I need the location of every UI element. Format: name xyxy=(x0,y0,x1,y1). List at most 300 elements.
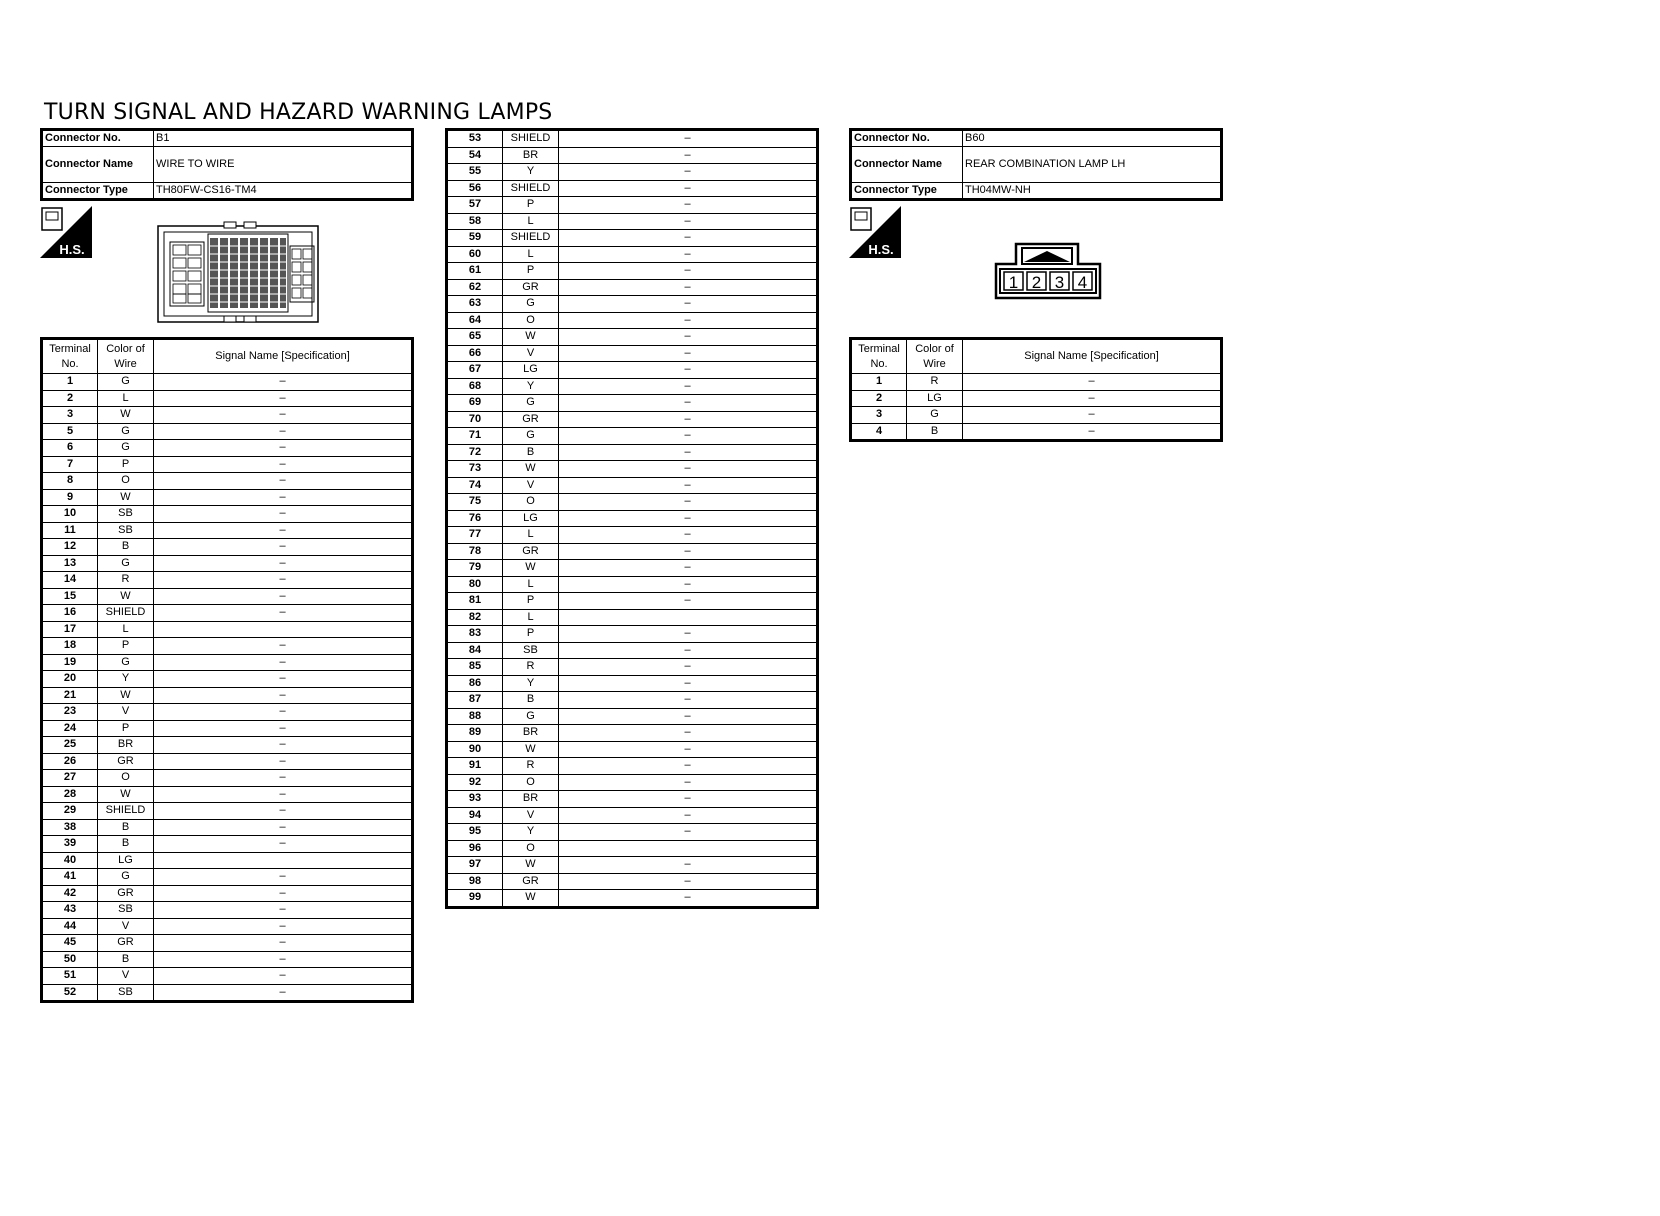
signal-name-cell: – xyxy=(559,362,818,379)
signal-name-cell: – xyxy=(559,312,818,329)
signal-name-cell: – xyxy=(559,692,818,709)
table-row xyxy=(42,390,413,407)
terminal-no-cell: 83 xyxy=(447,626,503,643)
wire-color-cell: O xyxy=(503,774,559,791)
table-row xyxy=(447,890,818,908)
terminal-no-cell: 84 xyxy=(447,642,503,659)
terminal-no-cell: 2 xyxy=(851,390,907,407)
terminal-no-cell: 18 xyxy=(42,638,98,655)
wire-color-cell: BR xyxy=(98,737,154,754)
wire-color-cell: W xyxy=(503,560,559,577)
wire-color-cell: W xyxy=(98,687,154,704)
table-row xyxy=(447,246,818,263)
signal-name-cell: – xyxy=(559,395,818,412)
wire-color-cell: L xyxy=(503,213,559,230)
table-row xyxy=(42,836,413,853)
wire-color-cell: B xyxy=(907,423,963,441)
signal-name-cell: – xyxy=(559,527,818,544)
terminal-no-cell: 59 xyxy=(447,230,503,247)
wire-color-cell: BR xyxy=(503,147,559,164)
wire-color-cell: BR xyxy=(503,725,559,742)
terminal-no-cell: 81 xyxy=(447,593,503,610)
signal-name-cell: – xyxy=(559,279,818,296)
wire-color-cell: L xyxy=(503,527,559,544)
table-row xyxy=(447,510,818,527)
connector-no-label: Connector No. xyxy=(851,130,963,147)
terminal-no-cell: 1 xyxy=(851,374,907,391)
terminal-no-cell: 29 xyxy=(42,803,98,820)
wire-color-cell: G xyxy=(98,423,154,440)
b1-connector-face-icon xyxy=(156,220,320,324)
table-row xyxy=(42,489,413,506)
b1-pin-table-right xyxy=(445,128,819,909)
terminal-no-cell: 75 xyxy=(447,494,503,511)
terminal-no-cell: 88 xyxy=(447,708,503,725)
wire-color-cell: R xyxy=(907,374,963,391)
table-row xyxy=(447,477,818,494)
terminal-no-cell: 27 xyxy=(42,770,98,787)
terminal-no-cell: 43 xyxy=(42,902,98,919)
page-title: TURN SIGNAL AND HAZARD WARNING LAMPS xyxy=(44,100,553,125)
signal-name-cell: – xyxy=(559,296,818,313)
terminal-no-cell: 51 xyxy=(42,968,98,985)
terminal-no-cell: 60 xyxy=(447,246,503,263)
signal-name-cell: – xyxy=(559,791,818,808)
table-row xyxy=(42,605,413,622)
table-row xyxy=(447,197,818,214)
signal-name-cell: – xyxy=(154,555,413,572)
table-row xyxy=(42,687,413,704)
table-row xyxy=(851,423,1222,441)
wire-color-cell: L xyxy=(98,621,154,638)
table-row xyxy=(42,720,413,737)
table-row xyxy=(447,263,818,280)
terminal-no-cell: 77 xyxy=(447,527,503,544)
b1-pin-table-left xyxy=(40,337,414,1003)
wire-color-cell: W xyxy=(503,329,559,346)
wire-color-cell: SB xyxy=(98,902,154,919)
harness-side-icon xyxy=(40,206,92,258)
table-row xyxy=(42,968,413,985)
signal-name-cell xyxy=(154,621,413,638)
table-row xyxy=(42,770,413,787)
table-row xyxy=(42,902,413,919)
wire-color-cell: G xyxy=(98,654,154,671)
terminal-no-cell: 25 xyxy=(42,737,98,754)
signal-name-cell: – xyxy=(559,774,818,791)
b60-info-table xyxy=(849,128,1223,201)
signal-name-cell: – xyxy=(963,374,1222,391)
signal-name-cell: – xyxy=(154,803,413,820)
terminal-no-cell: 9 xyxy=(42,489,98,506)
wire-color-cell: SB xyxy=(503,642,559,659)
wire-color-cell: G xyxy=(98,440,154,457)
signal-name-cell: – xyxy=(559,626,818,643)
terminal-no-cell: 11 xyxy=(42,522,98,539)
terminal-no-cell: 21 xyxy=(42,687,98,704)
terminal-no-cell: 82 xyxy=(447,609,503,626)
terminal-no-cell: 53 xyxy=(447,130,503,148)
signal-name-cell: – xyxy=(154,390,413,407)
table-row xyxy=(42,885,413,902)
wire-color-cell: P xyxy=(503,593,559,610)
table-row xyxy=(447,659,818,676)
table-row xyxy=(447,378,818,395)
table-row xyxy=(42,423,413,440)
wire-color-cell: B xyxy=(98,819,154,836)
wire-color-cell: W xyxy=(503,461,559,478)
table-row xyxy=(42,572,413,589)
table-row xyxy=(42,654,413,671)
signal-name-cell: – xyxy=(559,180,818,197)
wire-color-cell: W xyxy=(98,588,154,605)
table-row xyxy=(42,869,413,886)
signal-name-cell: – xyxy=(559,543,818,560)
wire-color-cell: P xyxy=(503,626,559,643)
signal-name-cell: – xyxy=(559,593,818,610)
connector-no-label: Connector No. xyxy=(42,130,154,147)
wire-color-cell: G xyxy=(503,708,559,725)
wire-color-cell: GR xyxy=(503,543,559,560)
table-row xyxy=(851,374,1222,391)
table-row xyxy=(42,984,413,1002)
wire-color-cell: G xyxy=(98,374,154,391)
wire-color-cell: Y xyxy=(98,671,154,688)
wire-color-cell: SB xyxy=(98,522,154,539)
table-row xyxy=(42,852,413,869)
table-row xyxy=(447,807,818,824)
signal-name-cell: – xyxy=(154,951,413,968)
wire-color-cell: W xyxy=(98,489,154,506)
hs-label: H.S. xyxy=(868,242,894,257)
table-row xyxy=(447,642,818,659)
table-row xyxy=(447,840,818,857)
color-of-wire-header: Color of Wire xyxy=(98,339,154,374)
table-row xyxy=(42,522,413,539)
terminal-no-cell: 56 xyxy=(447,180,503,197)
table-row xyxy=(447,345,818,362)
table-row xyxy=(447,675,818,692)
signal-name-cell: – xyxy=(559,807,818,824)
b60-face-num-3: 3 xyxy=(1054,273,1065,292)
wire-color-cell: O xyxy=(503,840,559,857)
color-of-wire-header: Color of Wire xyxy=(907,339,963,374)
wire-color-cell: B xyxy=(503,444,559,461)
connector-type-label: Connector Type xyxy=(851,183,963,200)
connector-name-label: Connector Name xyxy=(851,147,963,183)
wire-color-cell: V xyxy=(98,968,154,985)
wire-color-cell: P xyxy=(503,197,559,214)
terminal-no-cell: 38 xyxy=(42,819,98,836)
signal-name-cell: – xyxy=(154,473,413,490)
wire-color-cell: W xyxy=(503,857,559,874)
terminal-no-cell: 99 xyxy=(447,890,503,908)
wire-color-cell: G xyxy=(503,395,559,412)
signal-name-cell: – xyxy=(154,506,413,523)
connector-type-value: TH80FW-CS16-TM4 xyxy=(154,183,413,200)
terminal-no-cell: 70 xyxy=(447,411,503,428)
signal-name-cell: – xyxy=(559,510,818,527)
b60-connector-face-icon xyxy=(994,242,1102,300)
signal-name-cell: – xyxy=(559,659,818,676)
signal-name-cell: – xyxy=(154,423,413,440)
wire-color-cell: O xyxy=(503,494,559,511)
table-row xyxy=(447,130,818,148)
terminal-no-cell: 16 xyxy=(42,605,98,622)
wire-color-cell: SHIELD xyxy=(503,180,559,197)
wire-color-cell: Y xyxy=(503,164,559,181)
harness-side-icon xyxy=(849,206,901,258)
signal-name-cell: – xyxy=(154,737,413,754)
signal-name-cell: – xyxy=(154,902,413,919)
wire-color-cell: SHIELD xyxy=(503,230,559,247)
wire-color-cell: V xyxy=(503,807,559,824)
wire-color-cell: B xyxy=(503,692,559,709)
signal-name-cell: – xyxy=(154,654,413,671)
terminal-no-cell: 2 xyxy=(42,390,98,407)
table-row xyxy=(42,374,413,391)
table-row xyxy=(447,609,818,626)
terminal-no-cell: 24 xyxy=(42,720,98,737)
signal-name-cell: – xyxy=(154,836,413,853)
terminal-no-cell: 28 xyxy=(42,786,98,803)
terminal-no-header: Terminal No. xyxy=(851,339,907,374)
terminal-no-cell: 73 xyxy=(447,461,503,478)
wire-color-cell: G xyxy=(503,296,559,313)
terminal-no-cell: 87 xyxy=(447,692,503,709)
terminal-no-cell: 8 xyxy=(42,473,98,490)
wire-color-cell: G xyxy=(98,869,154,886)
wire-color-cell: R xyxy=(503,758,559,775)
signal-name-cell: – xyxy=(154,984,413,1002)
signal-name-cell: – xyxy=(559,230,818,247)
signal-name-cell: – xyxy=(559,444,818,461)
connector-name-value: WIRE TO WIRE xyxy=(154,147,413,183)
wire-color-cell: GR xyxy=(503,279,559,296)
terminal-no-cell: 62 xyxy=(447,279,503,296)
signal-name-cell: – xyxy=(154,753,413,770)
table-row xyxy=(42,935,413,952)
table-row xyxy=(42,456,413,473)
terminal-no-cell: 23 xyxy=(42,704,98,721)
signal-name-cell: – xyxy=(154,869,413,886)
signal-name-cell: – xyxy=(559,725,818,742)
wire-color-cell: B xyxy=(98,836,154,853)
table-row xyxy=(447,494,818,511)
terminal-no-cell: 55 xyxy=(447,164,503,181)
signal-name-cell: – xyxy=(559,642,818,659)
table-row xyxy=(447,527,818,544)
table-row xyxy=(42,671,413,688)
wire-color-cell: P xyxy=(503,263,559,280)
table-row xyxy=(447,230,818,247)
wire-color-cell: O xyxy=(98,770,154,787)
terminal-no-cell: 89 xyxy=(447,725,503,742)
wire-color-cell: LG xyxy=(503,362,559,379)
table-row xyxy=(447,873,818,890)
table-row xyxy=(42,407,413,424)
signal-name-cell: – xyxy=(154,374,413,391)
signal-name-cell: – xyxy=(559,461,818,478)
wire-color-cell: V xyxy=(503,477,559,494)
signal-name-cell: – xyxy=(559,197,818,214)
wire-color-cell: SHIELD xyxy=(98,803,154,820)
wire-color-cell: P xyxy=(98,456,154,473)
terminal-no-cell: 79 xyxy=(447,560,503,577)
terminal-no-cell: 42 xyxy=(42,885,98,902)
terminal-no-cell: 66 xyxy=(447,345,503,362)
table-row xyxy=(42,473,413,490)
wire-color-cell: V xyxy=(98,704,154,721)
connector-name-label: Connector Name xyxy=(42,147,154,183)
wire-color-cell: Y xyxy=(503,378,559,395)
signal-name-cell: – xyxy=(559,329,818,346)
terminal-no-cell: 26 xyxy=(42,753,98,770)
signal-name-cell: – xyxy=(559,890,818,908)
terminal-no-cell: 78 xyxy=(447,543,503,560)
wire-color-cell: SHIELD xyxy=(98,605,154,622)
terminal-no-cell: 97 xyxy=(447,857,503,874)
signal-name-header: Signal Name [Specification] xyxy=(963,339,1222,374)
signal-name-cell: – xyxy=(963,407,1222,424)
table-row xyxy=(447,444,818,461)
signal-name-cell xyxy=(559,609,818,626)
table-row xyxy=(447,741,818,758)
terminal-no-cell: 4 xyxy=(851,423,907,441)
terminal-no-cell: 20 xyxy=(42,671,98,688)
wire-color-cell: SB xyxy=(98,984,154,1002)
wire-color-cell: R xyxy=(98,572,154,589)
signal-name-cell: – xyxy=(559,708,818,725)
wire-color-cell: GR xyxy=(98,753,154,770)
signal-name-cell: – xyxy=(559,675,818,692)
terminal-no-cell: 57 xyxy=(447,197,503,214)
terminal-no-cell: 80 xyxy=(447,576,503,593)
signal-name-cell: – xyxy=(963,423,1222,441)
wire-color-cell: V xyxy=(98,918,154,935)
wire-color-cell: Y xyxy=(503,824,559,841)
table-row xyxy=(447,708,818,725)
connector-no-value: B60 xyxy=(963,130,1222,147)
table-row xyxy=(447,824,818,841)
terminal-no-cell: 58 xyxy=(447,213,503,230)
signal-name-cell: – xyxy=(559,857,818,874)
terminal-no-cell: 63 xyxy=(447,296,503,313)
connector-type-label: Connector Type xyxy=(42,183,154,200)
terminal-no-cell: 19 xyxy=(42,654,98,671)
wire-color-cell: L xyxy=(503,609,559,626)
terminal-no-cell: 7 xyxy=(42,456,98,473)
signal-name-cell: – xyxy=(559,428,818,445)
terminal-no-cell: 41 xyxy=(42,869,98,886)
table-row xyxy=(447,576,818,593)
signal-name-cell: – xyxy=(559,378,818,395)
signal-name-cell: – xyxy=(154,770,413,787)
terminal-no-cell: 64 xyxy=(447,312,503,329)
table-row xyxy=(447,461,818,478)
signal-name-cell: – xyxy=(963,390,1222,407)
signal-name-cell: – xyxy=(154,489,413,506)
table-row xyxy=(447,279,818,296)
b60-face-num-4: 4 xyxy=(1077,273,1088,292)
table-row xyxy=(851,390,1222,407)
hs-label: H.S. xyxy=(59,242,85,257)
terminal-no-cell: 76 xyxy=(447,510,503,527)
connector-no-value: B1 xyxy=(154,130,413,147)
wire-color-cell: O xyxy=(503,312,559,329)
wire-color-cell: V xyxy=(503,345,559,362)
wire-color-cell: SB xyxy=(98,506,154,523)
connector-name-value: REAR COMBINATION LAMP LH xyxy=(963,147,1222,183)
terminal-no-cell: 54 xyxy=(447,147,503,164)
b60-pin-table xyxy=(849,337,1223,442)
signal-name-cell: – xyxy=(154,786,413,803)
wire-color-cell: W xyxy=(503,741,559,758)
table-row xyxy=(42,819,413,836)
wire-color-cell: L xyxy=(503,246,559,263)
table-row xyxy=(447,626,818,643)
signal-name-cell: – xyxy=(154,539,413,556)
wire-color-cell: R xyxy=(503,659,559,676)
terminal-no-cell: 45 xyxy=(42,935,98,952)
terminal-no-cell: 68 xyxy=(447,378,503,395)
terminal-no-cell: 93 xyxy=(447,791,503,808)
connector-type-value: TH04MW-NH xyxy=(963,183,1222,200)
signal-name-cell: – xyxy=(154,968,413,985)
signal-name-cell: – xyxy=(154,687,413,704)
table-row xyxy=(42,704,413,721)
table-row xyxy=(42,638,413,655)
wire-color-cell: LG xyxy=(503,510,559,527)
terminal-no-cell: 3 xyxy=(42,407,98,424)
terminal-no-cell: 14 xyxy=(42,572,98,589)
terminal-no-cell: 86 xyxy=(447,675,503,692)
table-row xyxy=(42,918,413,935)
table-row xyxy=(42,951,413,968)
signal-name-cell: – xyxy=(559,494,818,511)
terminal-no-cell: 92 xyxy=(447,774,503,791)
wire-color-cell: LG xyxy=(907,390,963,407)
signal-name-cell: – xyxy=(559,246,818,263)
table-row xyxy=(42,737,413,754)
table-row xyxy=(447,411,818,428)
wire-color-cell: B xyxy=(98,951,154,968)
signal-name-cell: – xyxy=(154,720,413,737)
signal-name-cell: – xyxy=(559,758,818,775)
signal-name-cell: – xyxy=(559,213,818,230)
signal-name-cell: – xyxy=(559,263,818,280)
signal-name-cell: – xyxy=(154,935,413,952)
terminal-no-cell: 44 xyxy=(42,918,98,935)
terminal-no-cell: 6 xyxy=(42,440,98,457)
table-row xyxy=(42,555,413,572)
signal-name-cell: – xyxy=(559,147,818,164)
signal-name-cell: – xyxy=(154,819,413,836)
table-row xyxy=(447,395,818,412)
table-row xyxy=(447,725,818,742)
terminal-no-cell: 52 xyxy=(42,984,98,1002)
signal-name-cell: – xyxy=(559,130,818,148)
wire-color-cell: GR xyxy=(503,411,559,428)
b1-info-table xyxy=(40,128,414,201)
table-row xyxy=(42,621,413,638)
terminal-no-cell: 15 xyxy=(42,588,98,605)
table-row xyxy=(42,803,413,820)
signal-name-cell: – xyxy=(154,456,413,473)
terminal-no-cell: 90 xyxy=(447,741,503,758)
terminal-no-cell: 13 xyxy=(42,555,98,572)
wire-color-cell: O xyxy=(98,473,154,490)
